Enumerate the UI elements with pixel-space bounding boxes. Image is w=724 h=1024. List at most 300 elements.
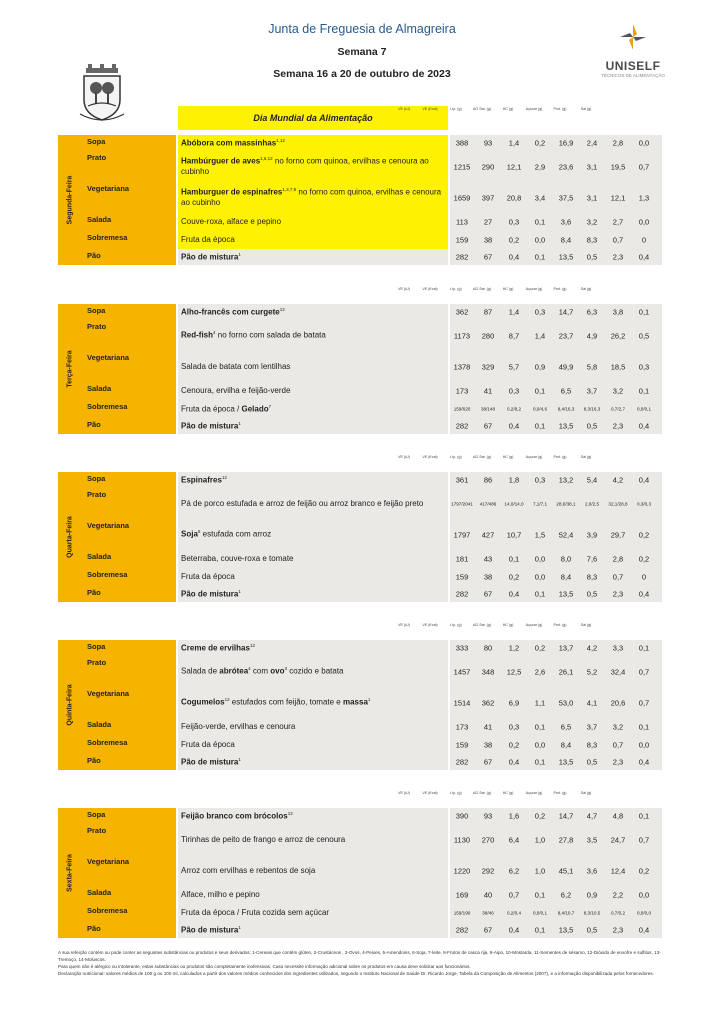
dish-text-plain: Tirinhas de peito de frango e arroz de cenoura <box>181 834 346 844</box>
dish-text-plain: Alface, milho e pepino <box>181 890 260 899</box>
nutrition-value: 280 <box>481 331 495 340</box>
nutrition-value: 38 <box>483 572 493 582</box>
nutrition-value: 4,1 <box>586 698 598 707</box>
nutrition-header-cell: Líp. (g) <box>450 623 462 627</box>
nutrition-value: 1,3 <box>638 193 650 202</box>
nutrition-value: 40 <box>483 890 493 900</box>
dish-text-plain: Fruta da época / Fruta cozida sem açúcar <box>181 908 330 917</box>
nutrition-value: 49,9 <box>558 362 574 371</box>
nutrition-value: 0,0/0,1 <box>636 406 652 412</box>
nutrition-value: 1130 <box>453 835 471 844</box>
nutrition-value: 4,2 <box>586 643 598 653</box>
nutrition-value: 2,3 <box>612 421 624 431</box>
allergen-ref: 12 <box>224 697 230 703</box>
nutrition-value: 0,7 <box>508 890 520 900</box>
dish-text <box>181 217 281 227</box>
dish-text-plain: Pá de porco estufada e arroz de feijão ou arroz branco e feijão preto <box>181 498 424 508</box>
menu-row <box>82 382 662 401</box>
menu-row <box>82 213 662 232</box>
nutrition-header-cell: HC (g) <box>502 791 514 795</box>
nutrition-header-cell: HC (g) <box>502 623 514 627</box>
nutrition-value: 362 <box>481 698 495 707</box>
dish-text-bold: abrótea <box>219 666 249 676</box>
nutrition-value: 0,5 <box>586 421 598 431</box>
dish-name <box>178 249 448 265</box>
menu-row <box>82 182 662 214</box>
nutrition-value: 37,5 <box>558 193 574 202</box>
dish-text <box>181 835 345 845</box>
dish-name <box>178 351 448 382</box>
nutrition-value: 8,4/16,3 <box>557 406 575 412</box>
nutrition-values <box>450 382 662 400</box>
menu-category: Sobremesa <box>82 231 176 249</box>
day-name: Sexta-Feira <box>66 854 74 892</box>
nutrition-header-cell: VE (Kcal) <box>422 107 438 111</box>
menu-category: Pão <box>82 418 176 434</box>
menu-row <box>82 135 662 152</box>
day-name: Quarta-Feira <box>66 516 74 558</box>
dish-name <box>178 418 448 434</box>
day-block <box>58 472 662 602</box>
dish-text-plain: Fruta da época <box>181 572 235 581</box>
nutrition-value: 0,4 <box>638 589 650 599</box>
nutrition-value: 1797 <box>453 530 471 539</box>
nutrition-value: 282 <box>455 589 469 599</box>
nutrition-value: 45,1 <box>558 866 574 875</box>
allergen-ref: 12 <box>279 306 285 312</box>
nutrition-header-cell: Prot. (g) <box>553 623 567 627</box>
nutrition-header-cell: Líp. (g) <box>450 455 462 459</box>
nutrition-value: 159 <box>455 572 469 582</box>
nutrition-value: 1,1 <box>534 698 546 707</box>
menu-row <box>82 472 662 489</box>
nutrition-values <box>450 568 662 586</box>
nutrition-value: 0,2 <box>638 554 650 564</box>
nutrition-value: 0,0 <box>638 217 650 227</box>
nutrition-value: 282 <box>455 252 469 262</box>
nutrition-value: 13,5 <box>558 925 574 935</box>
nutrition-value: 0,7 <box>612 740 624 750</box>
nutrition-header-cell: AG Sat. (g) <box>473 455 491 459</box>
nutrition-values <box>450 586 662 602</box>
dish-text <box>181 554 294 564</box>
dish-name <box>178 488 448 519</box>
nutrition-value: 0,7 <box>638 698 650 707</box>
dish-name <box>178 568 448 586</box>
nutrition-value: 1220 <box>453 866 471 875</box>
nutrition-value: 0,0 <box>534 554 546 564</box>
nutrition-value: 0,7 <box>612 235 624 245</box>
dish-text <box>181 757 241 768</box>
dish-text <box>181 235 235 245</box>
nutrition-header-cell: Sal (g) <box>580 791 592 795</box>
nutrition-value: 4,8 <box>612 811 624 821</box>
allergen-ref: 1 <box>367 697 371 703</box>
nutrition-values <box>450 754 662 770</box>
nutrition-values <box>450 687 662 718</box>
nutrition-value: 159 <box>455 235 469 245</box>
menu-category: Sopa <box>82 808 176 824</box>
nutrition-value: 1,0 <box>534 866 546 875</box>
menu-category: Sobremesa <box>82 904 176 922</box>
nutrition-value: 0,2 <box>508 572 520 582</box>
dish-text-plain: cozido e batata <box>287 666 344 676</box>
nutrition-value: 0,1 <box>638 386 650 396</box>
day-block <box>58 135 662 265</box>
dish-text-bold: Pão de mistura <box>181 252 239 262</box>
page-title: Junta de Freguesia de Almagreira <box>268 22 456 36</box>
allergen-ref: 7 <box>268 403 272 409</box>
nutrition-value: 6,4 <box>508 835 520 844</box>
dish-text-bold: Red-fish <box>181 330 213 340</box>
allergen-ref: 1 <box>238 756 241 762</box>
parish-crest-icon <box>78 64 126 124</box>
dish-text-plain: Cenoura, ervilha e feijão-verde <box>181 386 291 395</box>
dish-name <box>178 213 448 231</box>
menu-row <box>82 586 662 603</box>
dish-text-plain: Arroz com ervilhas e rebentos de soja <box>181 865 316 875</box>
nutrition-header-cell: HC (g) <box>502 455 514 459</box>
nutrition-value: 2,0/2,5 <box>584 501 600 506</box>
nutrition-value: 0,9 <box>586 890 598 900</box>
nutrition-value: 3,6 <box>586 866 598 875</box>
nutrition-value: 2,3 <box>612 757 624 767</box>
menu-row <box>82 922 662 939</box>
nutrition-value: 3,8 <box>612 307 624 317</box>
dish-text <box>181 925 241 936</box>
menu-row <box>82 488 662 520</box>
nutrition-values <box>450 886 662 904</box>
nutrition-value: 32,1/28,8 <box>608 501 628 506</box>
menu-category: Vegetariana <box>82 351 176 382</box>
menu-category: Prato <box>82 151 176 182</box>
dish-text <box>181 811 293 822</box>
nutrition-value: 0,1 <box>534 757 546 767</box>
nutrition-value: 27,8 <box>558 835 574 844</box>
nutrition-values <box>450 135 662 151</box>
nutrition-header-cell: Líp. (g) <box>450 791 462 795</box>
dish-text-bold: Creme de ervilhas <box>181 643 250 653</box>
nutrition-value: 427 <box>481 530 495 539</box>
nutrition-value: 23,6 <box>558 162 574 171</box>
nutrition-value: 0,2 <box>534 138 546 148</box>
dish-name <box>178 904 448 922</box>
nutrition-value: 38 <box>483 235 493 245</box>
nutrition-values <box>450 213 662 231</box>
menu-row <box>82 718 662 737</box>
nutrition-value: 4,2 <box>612 475 624 485</box>
nutrition-value: 41 <box>483 386 493 396</box>
nutrition-value: 181 <box>455 554 469 564</box>
nutrition-value: 3,3 <box>612 643 624 653</box>
menu-row <box>82 736 662 755</box>
dish-name <box>178 855 448 886</box>
dish-name <box>178 135 448 151</box>
nutrition-value: 173 <box>455 722 469 732</box>
dish-text <box>181 386 290 396</box>
nutrition-value: 0,3 <box>508 386 520 396</box>
dish-text <box>181 156 445 177</box>
nutrition-value: 348 <box>481 667 495 676</box>
nutrition-value: 159 <box>455 740 469 750</box>
nutrition-value: 0,1 <box>534 925 546 935</box>
nutrition-value: 0,1 <box>534 589 546 599</box>
allergen-ref: 1 <box>238 420 241 426</box>
uniself-subtitle: TÉCNICOS DE ALIMENTAÇÃO <box>601 73 665 78</box>
nutrition-value: 5,8 <box>586 362 598 371</box>
dish-text <box>181 666 343 677</box>
nutrition-values <box>450 736 662 754</box>
nutrition-value: 4,9 <box>586 331 598 340</box>
menu-row <box>82 754 662 771</box>
nutrition-value: 1,5 <box>534 530 546 539</box>
nutrition-value: 2,3 <box>612 252 624 262</box>
nutrition-value: 0,7/0,2 <box>610 910 626 916</box>
nutrition-value: 8,4 <box>560 740 572 750</box>
nutrition-value: 5,7 <box>508 362 520 371</box>
dish-text-plain: no forno com quinoa, ervilhas e cenoura ao cubinho <box>181 156 429 176</box>
nutrition-value: 0,4 <box>508 925 520 935</box>
dish-name <box>178 320 448 351</box>
nutrition-value: 13,5 <box>558 589 574 599</box>
nutrition-value: 5,4 <box>586 475 598 485</box>
nutrition-value: 43 <box>483 554 493 564</box>
dish-text <box>181 866 315 876</box>
dish-text <box>181 307 285 318</box>
nutrition-value: 1,2 <box>508 643 520 653</box>
nutrition-value: 3,2 <box>612 722 624 732</box>
menu-category: Vegetariana <box>82 855 176 886</box>
nutrition-value: 0,7 <box>638 667 650 676</box>
menu-category: Sopa <box>82 640 176 656</box>
dish-text-bold: Pão de mistura <box>181 421 239 431</box>
nutrition-value: 8,4/10,7 <box>557 910 575 916</box>
dish-text-bold: massa <box>342 697 368 707</box>
dish-name <box>178 382 448 400</box>
dish-text-bold: Soja <box>181 529 198 539</box>
nutrition-value: 12,1 <box>506 162 522 171</box>
dish-text <box>181 529 271 540</box>
nutrition-values <box>450 249 662 265</box>
nutrition-value: 0,5 <box>586 757 598 767</box>
nutrition-value: 8,3 <box>586 572 598 582</box>
nutrition-header-cell: Açúcar (g) <box>525 455 543 459</box>
nutrition-value: 0,1 <box>534 890 546 900</box>
day-label <box>58 808 82 938</box>
footer-nutrition: Declaração nutricional: valores médios de 100 g ou 100 ml, calculados a partir dos valores médios conhecidos dos ingredientes utilizados, segundo o Instituto Nacional de Saúde Dr. Ricardo Jorge, Tabela da Composição de Alimentos (2007), e a informação disponibilizada pelos fornecedores. <box>58 970 654 976</box>
nutrition-value: 10,7 <box>506 530 522 539</box>
nutrition-value: 0,1 <box>638 722 650 732</box>
nutrition-value: 0,0/0,0 <box>636 910 652 916</box>
nutrition-value: 159/620 <box>453 406 471 412</box>
menu-category: Pão <box>82 249 176 265</box>
nutrition-value: 0,2/0,4 <box>506 910 522 916</box>
dish-text <box>181 362 290 372</box>
menu-category: Salada <box>82 718 176 736</box>
nutrition-header-cell: VE (kJ) <box>398 107 410 111</box>
menu-category: Sopa <box>82 472 176 488</box>
menu-category: Prato <box>82 320 176 351</box>
nutrition-values <box>450 718 662 736</box>
nutrition-value: 7,1/7,1 <box>532 501 548 506</box>
allergen-ref: 1 <box>238 251 241 257</box>
nutrition-value: 0,4 <box>508 252 520 262</box>
nutrition-value: 12,4 <box>610 866 626 875</box>
footer-disclaimer: Para quem não é alérgico ou intolerante, estas substâncias ou produtos são completamente inofensivas. Caso necessite informação adicional sobre os produtos em causa deve solicitar aos funcionários. <box>58 963 471 969</box>
nutrition-values <box>450 304 662 320</box>
nutrition-value: 1,6 <box>508 811 520 821</box>
nutrition-value: 26,1 <box>558 667 574 676</box>
nutrition-value: 0,3 <box>508 217 520 227</box>
footer-allergens: A sua refeição contém ou pode conter as seguintes substâncias ou produtos e seus derivados: 1-Cereais que contêm glúten, 2-Crustáceos , 3-Ovos, 4-Peixes, 5-Amendoins, 6-Soja, 7-leite, 8-Frutos de casca rija, 9-Aipo, 10-Mostarda, 11-Sementes de sésamo, 12-Dióxido de enxofre e sulfitos, 13-Tremoço, 14-Moluscos. <box>58 950 661 962</box>
day-block <box>58 808 662 938</box>
nutrition-value: 6,2 <box>560 890 572 900</box>
nutrition-value: 27 <box>483 217 493 227</box>
nutrition-value: 13,5 <box>558 252 574 262</box>
nutrition-value: 0,1 <box>638 643 650 653</box>
nutrition-value: 0,2 <box>508 235 520 245</box>
nutrition-header-cell: Sal (g) <box>580 623 592 627</box>
menu-category: Vegetariana <box>82 182 176 213</box>
nutrition-value: 173 <box>455 386 469 396</box>
dish-name <box>178 304 448 320</box>
nutrition-value: 32,4 <box>610 667 626 676</box>
nutrition-value: 41 <box>483 722 493 732</box>
nutrition-value: 0,4 <box>508 757 520 767</box>
day-name: Quinta-Feira <box>66 684 74 726</box>
dish-text-bold: Pão de mistura <box>181 589 239 599</box>
nutrition-header-cell: Açúcar (g) <box>525 791 543 795</box>
menu-category: Salada <box>82 213 176 231</box>
nutrition-value: 282 <box>455 925 469 935</box>
menu-row <box>82 656 662 688</box>
nutrition-values <box>450 320 662 351</box>
nutrition-value: 0,2 <box>638 866 650 875</box>
nutrition-value: 0,3 <box>508 722 520 732</box>
allergen-ref: 1,3,7,9 <box>282 187 297 193</box>
nutrition-values <box>450 550 662 568</box>
menu-row <box>82 151 662 183</box>
nutrition-value: 0,2 <box>638 530 650 539</box>
nutrition-values <box>450 488 662 519</box>
allergen-ref: 3 <box>284 666 287 672</box>
dish-text <box>181 475 227 486</box>
nutrition-value: 2,2 <box>612 890 624 900</box>
nutrition-value: 8,3 <box>586 740 598 750</box>
nutrition-value: 1,4 <box>508 307 520 317</box>
nutrition-value: 0,4 <box>638 925 650 935</box>
nutrition-header-cell: VE (kJ) <box>398 287 410 291</box>
dish-text-bold: Hambúrguer de aves <box>181 156 261 166</box>
dish-name <box>178 736 448 754</box>
dish-text-plain: Couve-roxa, alface e pepino <box>181 217 282 226</box>
day-name: Terça-Feira <box>66 350 74 388</box>
nutrition-value: 2,3 <box>612 925 624 935</box>
menu-category: Pão <box>82 754 176 770</box>
nutrition-value: 1173 <box>453 331 471 340</box>
day-label <box>58 304 82 434</box>
nutrition-value: 8,3/10,5 <box>583 910 601 916</box>
nutrition-value: 282 <box>455 757 469 767</box>
nutrition-values <box>450 808 662 824</box>
dish-name <box>178 922 448 938</box>
nutrition-values <box>450 182 662 213</box>
nutrition-values <box>450 151 662 182</box>
nutrition-header-cell: VE (Kcal) <box>422 455 438 459</box>
nutrition-value: 0,5 <box>638 331 650 340</box>
menu-row <box>82 249 662 266</box>
nutrition-value: 0,3 <box>534 307 546 317</box>
nutrition-header-cell: Sal (g) <box>580 287 592 291</box>
nutrition-value: 390 <box>455 811 469 821</box>
nutrition-value: 0 <box>641 235 647 245</box>
menu-category: Sobremesa <box>82 736 176 754</box>
nutrition-value: 13,7 <box>558 643 574 653</box>
nutrition-value: 3,1 <box>586 162 598 171</box>
menu-row <box>82 640 662 657</box>
nutrition-value: 169 <box>455 890 469 900</box>
nutrition-value: 2,9 <box>534 162 546 171</box>
nutrition-value: 0,2 <box>508 740 520 750</box>
nutrition-value: 8,4 <box>560 572 572 582</box>
nutrition-value: 1378 <box>453 362 471 371</box>
dish-text-bold: Feijão branco com brócolos <box>181 811 288 821</box>
nutrition-value: 3,9 <box>586 530 598 539</box>
nutrition-value: 2,8 <box>612 554 624 564</box>
nutrition-value: 0,7/2,7 <box>610 406 626 412</box>
nutrition-value: 0,4 <box>638 252 650 262</box>
nutrition-value: 1514 <box>453 698 471 707</box>
dish-text-plain: Salada de <box>181 666 220 676</box>
menu-category: Vegetariana <box>82 687 176 718</box>
menu-category: Pão <box>82 922 176 938</box>
dish-name <box>178 550 448 568</box>
dish-name <box>178 656 448 687</box>
dish-text-plain: Salada de batata com lentilhas <box>181 361 291 371</box>
nutrition-value: 282 <box>455 421 469 431</box>
nutrition-value: 333 <box>455 643 469 653</box>
day-label <box>58 472 82 602</box>
allergen-ref: 1,6,12 <box>260 156 273 162</box>
dish-text-plain: Feijão-verde, ervilhas e cenoura <box>181 722 296 731</box>
dish-name <box>178 640 448 656</box>
dish-text-bold: Espinafres <box>181 475 222 485</box>
nutrition-value: 8,3/16,3 <box>583 406 601 412</box>
dish-text <box>181 722 295 732</box>
nutrition-header-cell: HC (g) <box>502 287 514 291</box>
nutrition-value: 2,8 <box>612 138 624 148</box>
nutrition-value: 12,5 <box>506 667 522 676</box>
nutrition-value: 14,7 <box>558 307 574 317</box>
nutrition-value: 0,4 <box>638 475 650 485</box>
nutrition-value: 3,4 <box>534 193 546 202</box>
dish-text <box>181 697 370 708</box>
nutrition-value: 53,0 <box>558 698 574 707</box>
nutrition-value: 2,7 <box>612 217 624 227</box>
nutrition-value: 0,1 <box>534 421 546 431</box>
nutrition-values <box>450 855 662 886</box>
dish-text-plain: Fruta da época <box>181 235 235 244</box>
nutrition-header-cell: VE (kJ) <box>398 455 410 459</box>
nutrition-value: 0,0 <box>534 235 546 245</box>
nutrition-value: 0,0 <box>534 740 546 750</box>
nutrition-value: 0,2/8,2 <box>506 406 522 412</box>
allergen-ref: 1 <box>238 924 241 930</box>
nutrition-values <box>450 904 662 922</box>
nutrition-value: 0,9 <box>534 362 546 371</box>
nutrition-value: 12,1 <box>610 193 626 202</box>
nutrition-value: 6,5 <box>560 722 572 732</box>
